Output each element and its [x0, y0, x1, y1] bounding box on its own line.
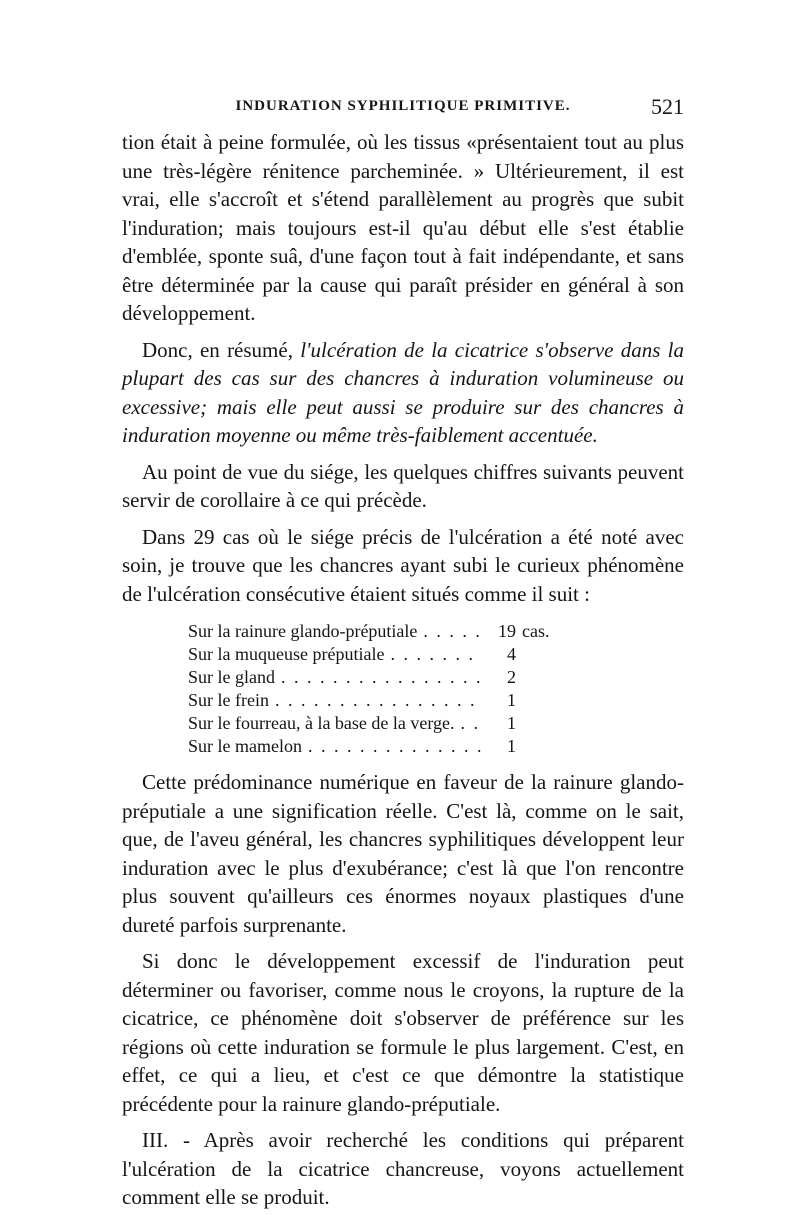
paragraph-7: III. - Après avoir recherché les conditions qui préparent l'ulcération de la cicatrice chancreuse, voyons actuellement comment elle se produit.	[122, 1128, 684, 1209]
tally-label: Sur le frein	[188, 690, 269, 710]
paragraph-3: Au point de vue du siége, les quelques chiffres suivants peuvent servir de corollaire à ce qui précède.	[122, 459, 684, 512]
tally-leader	[461, 712, 482, 735]
paragraph-2-lead: Donc, en résumé,	[142, 337, 301, 362]
tally-leader	[275, 689, 482, 712]
tally-value: 1	[507, 736, 516, 756]
paragraph-1: tion était à peine formulée, où les tissus «présentaient tout au plus une très-légère rénitence parcheminée. » Ultérieurement, il est vrai, elle s'accroît et s'étend parallèlement au progrès que subit l'induration; mais toujours est-il qu'au début elle s'est établie d'emblée, sponte suâ, d'une façon tout à fait indépendante, et sans être déterminée par la cause qui paraît présider en général à son développement.	[122, 130, 684, 325]
tally-value: 4	[507, 644, 516, 664]
paragraph-2	[122, 336, 684, 450]
page-header	[122, 96, 684, 120]
tally-unit: cas.	[522, 621, 550, 641]
tally-label: Sur la muqueuse préputiale	[188, 644, 385, 664]
tally-label: Sur le mamelon	[188, 736, 302, 756]
tally-row	[188, 620, 558, 643]
page-body	[122, 128, 684, 1212]
paragraph-2-italic: l'ulcération de la cicatrice s'observe dans la plupart des cas sur des chancres à induration volumineuse ou excessive; mais elle peut aussi se produire sur des chancres à induration moyenne ou même très-faiblement accentuée.	[122, 337, 684, 447]
tally-value: 19	[498, 621, 516, 641]
tally-row	[188, 643, 558, 666]
tally-label: Sur le gland	[188, 667, 275, 687]
tally-value: 1	[507, 690, 516, 710]
location-tally-table	[188, 620, 558, 758]
paragraph-4: Dans 29 cas où le siége précis de l'ulcération a été noté avec soin, je trouve que les chancres ayant subi le curieux phénomène de l'ulcération consécutive étaient situés comme il suit :	[122, 524, 684, 606]
tally-leader	[390, 643, 482, 666]
tally-value: 2	[507, 667, 516, 687]
tally-row	[188, 712, 558, 735]
tally-leader	[423, 620, 482, 643]
paragraph-5: Cette prédominance numérique en faveur de la rainure glando-préputiale a une signification réelle. C'est là, comme on le sait, que, de l'aveu général, les chancres syphilitiques développent leur induration avec le plus d'exubérance; c'est là que l'on rencontre plus souvent qu'ailleurs ces énormes noyaux plastiques d'une dureté parfois surprenante.	[122, 770, 684, 937]
tally-label: Sur le fourreau, à la base de la verge.	[188, 713, 455, 733]
tally-leader	[281, 666, 482, 689]
tally-label: Sur la rainure glando-préputiale	[188, 621, 418, 641]
paragraph-6: Si donc le développement excessif de l'induration peut déterminer ou favoriser, comme nous le croyons, la rupture de la cicatrice, ce phénomène doit s'observer de préférence sur les régions où cette induration se formule le plus largement. C'est, en effet, ce qui a lieu, et c'est ce que démontre la statistique précédente pour la rainure glando-préputiale.	[122, 949, 684, 1116]
tally-value: 1	[507, 713, 516, 733]
tally-row	[188, 689, 558, 712]
page-number: 521	[651, 94, 684, 119]
tally-leader	[308, 735, 482, 758]
running-title: INDURATION SYPHILITIQUE PRIMITIVE.	[235, 98, 571, 114]
tally-row	[188, 735, 558, 758]
tally-row	[188, 666, 558, 689]
